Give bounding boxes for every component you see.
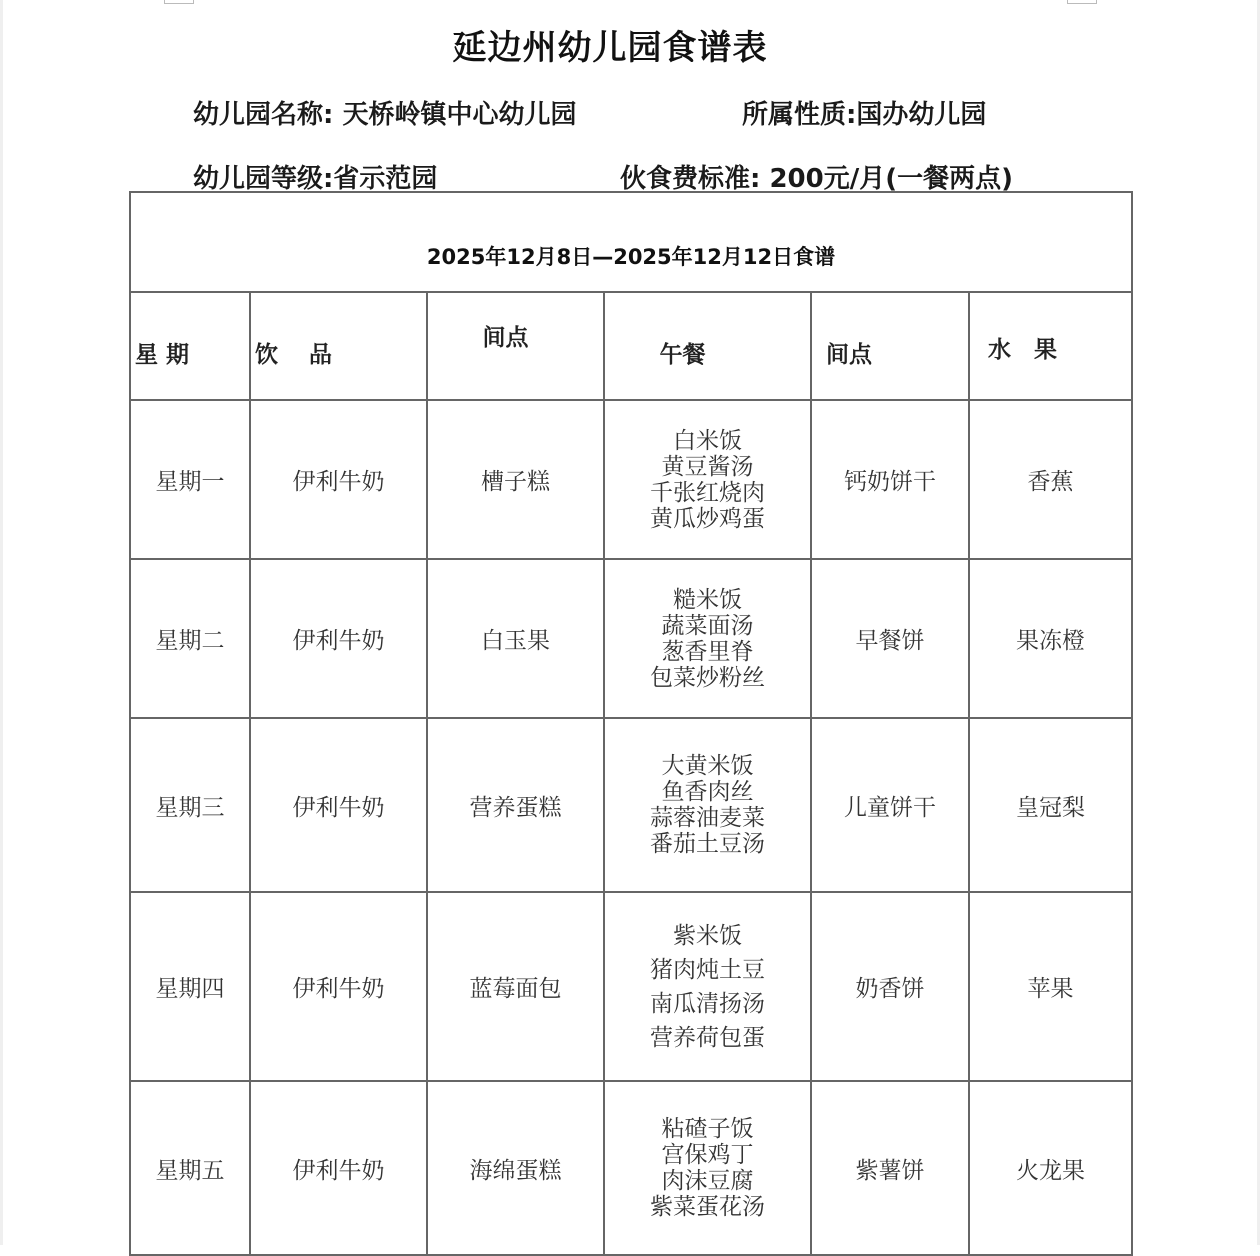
lunch-item: 鱼香肉丝	[661, 779, 754, 805]
snack-morning-cell: 蓝莓面包	[427, 892, 604, 1081]
lunch-item: 猪肉炖土豆	[650, 956, 765, 983]
header-lunch: 午餐	[604, 292, 811, 400]
lunch-item: 肉沫豆腐	[661, 1168, 754, 1194]
page-corner-mark-left	[164, 0, 194, 4]
drink-cell: 伊利牛奶	[250, 718, 427, 892]
weekday-cell: 星期五	[130, 1081, 250, 1255]
lunch-cell	[604, 892, 811, 1081]
date-range-row	[130, 192, 1132, 292]
fruit-cell: 火龙果	[969, 1081, 1132, 1255]
lunch-item: 宫保鸡丁	[661, 1142, 754, 1168]
drink-cell: 伊利牛奶	[250, 559, 427, 718]
weekday-cell: 星期三	[130, 718, 250, 892]
weekday-cell: 星期一	[130, 400, 250, 559]
lunch-item: 糙米饭	[673, 586, 742, 613]
fruit-cell: 果冻橙	[969, 559, 1132, 718]
page-corner-mark-right	[1067, 0, 1097, 4]
drink-cell: 伊利牛奶	[250, 400, 427, 559]
fruit-cell: 苹果	[969, 892, 1132, 1081]
lunch-cell	[604, 400, 811, 559]
menu-table	[129, 191, 1133, 1256]
date-range: 2025年12月8日—2025年12月12日食谱	[130, 192, 1132, 292]
snack-morning-cell: 营养蛋糕	[427, 718, 604, 892]
kindergarten-nature: 所属性质:国办幼儿园	[742, 100, 987, 130]
lunch-cell	[604, 559, 811, 718]
table-row	[130, 892, 1132, 1081]
lunch-item: 营养荷包蛋	[650, 1024, 765, 1051]
drink-cell: 伊利牛奶	[250, 1081, 427, 1255]
snack-morning-cell: 白玉果	[427, 559, 604, 718]
lunch-item: 黄瓜炒鸡蛋	[650, 505, 765, 532]
snack-morning-cell: 海绵蛋糕	[427, 1081, 604, 1255]
kindergarten-level: 幼儿园等级:省示范园	[193, 164, 438, 194]
snack-afternoon-cell: 儿童饼干	[811, 718, 969, 892]
lunch-item: 大黄米饭	[661, 753, 754, 779]
lunch-item: 粘碴子饭	[661, 1116, 754, 1142]
kindergarten-name: 幼儿园名称: 天桥岭镇中心幼儿园	[193, 100, 577, 130]
header-drink: 饮 品	[250, 292, 427, 400]
header-weekday: 星 期	[130, 292, 250, 400]
snack-afternoon-cell: 钙奶饼干	[811, 400, 969, 559]
lunch-item: 蒜蓉油麦菜	[650, 805, 765, 831]
lunch-item: 南瓜清扬汤	[650, 990, 765, 1017]
weekday-cell: 星期四	[130, 892, 250, 1081]
lunch-item: 包菜炒粉丝	[650, 664, 765, 691]
snack-afternoon-cell: 奶香饼	[811, 892, 969, 1081]
lunch-cell	[604, 1081, 811, 1255]
lunch-item: 蔬菜面汤	[661, 612, 754, 639]
header-snack-morning: 间点	[427, 292, 604, 400]
table-row	[130, 1081, 1132, 1255]
meal-fee-standard: 伙食费标准: 200元/月(一餐两点)	[620, 164, 1013, 194]
table-row	[130, 400, 1132, 559]
weekday-cell: 星期二	[130, 559, 250, 718]
header-row	[130, 292, 1132, 400]
lunch-item: 白米饭	[673, 427, 742, 454]
lunch-item: 番茄土豆汤	[650, 831, 765, 857]
header-fruit: 水 果	[969, 292, 1132, 400]
lunch-item: 紫菜蛋花汤	[650, 1194, 765, 1220]
page-edge-left	[0, 0, 3, 1245]
table-row	[130, 718, 1132, 892]
snack-afternoon-cell: 早餐饼	[811, 559, 969, 718]
lunch-item: 黄豆酱汤	[661, 453, 754, 480]
header-snack-afternoon: 间点	[811, 292, 969, 400]
lunch-cell	[604, 718, 811, 892]
fruit-cell: 皇冠梨	[969, 718, 1132, 892]
table-row	[130, 559, 1132, 718]
lunch-item: 千张红烧肉	[650, 479, 765, 506]
snack-afternoon-cell: 紫薯饼	[811, 1081, 969, 1255]
document-title: 延边州幼儿园食谱表	[452, 28, 768, 68]
drink-cell: 伊利牛奶	[250, 892, 427, 1081]
lunch-item: 紫米饭	[673, 922, 742, 949]
fruit-cell: 香蕉	[969, 400, 1132, 559]
lunch-item: 葱香里脊	[661, 638, 754, 665]
snack-morning-cell: 槽子糕	[427, 400, 604, 559]
